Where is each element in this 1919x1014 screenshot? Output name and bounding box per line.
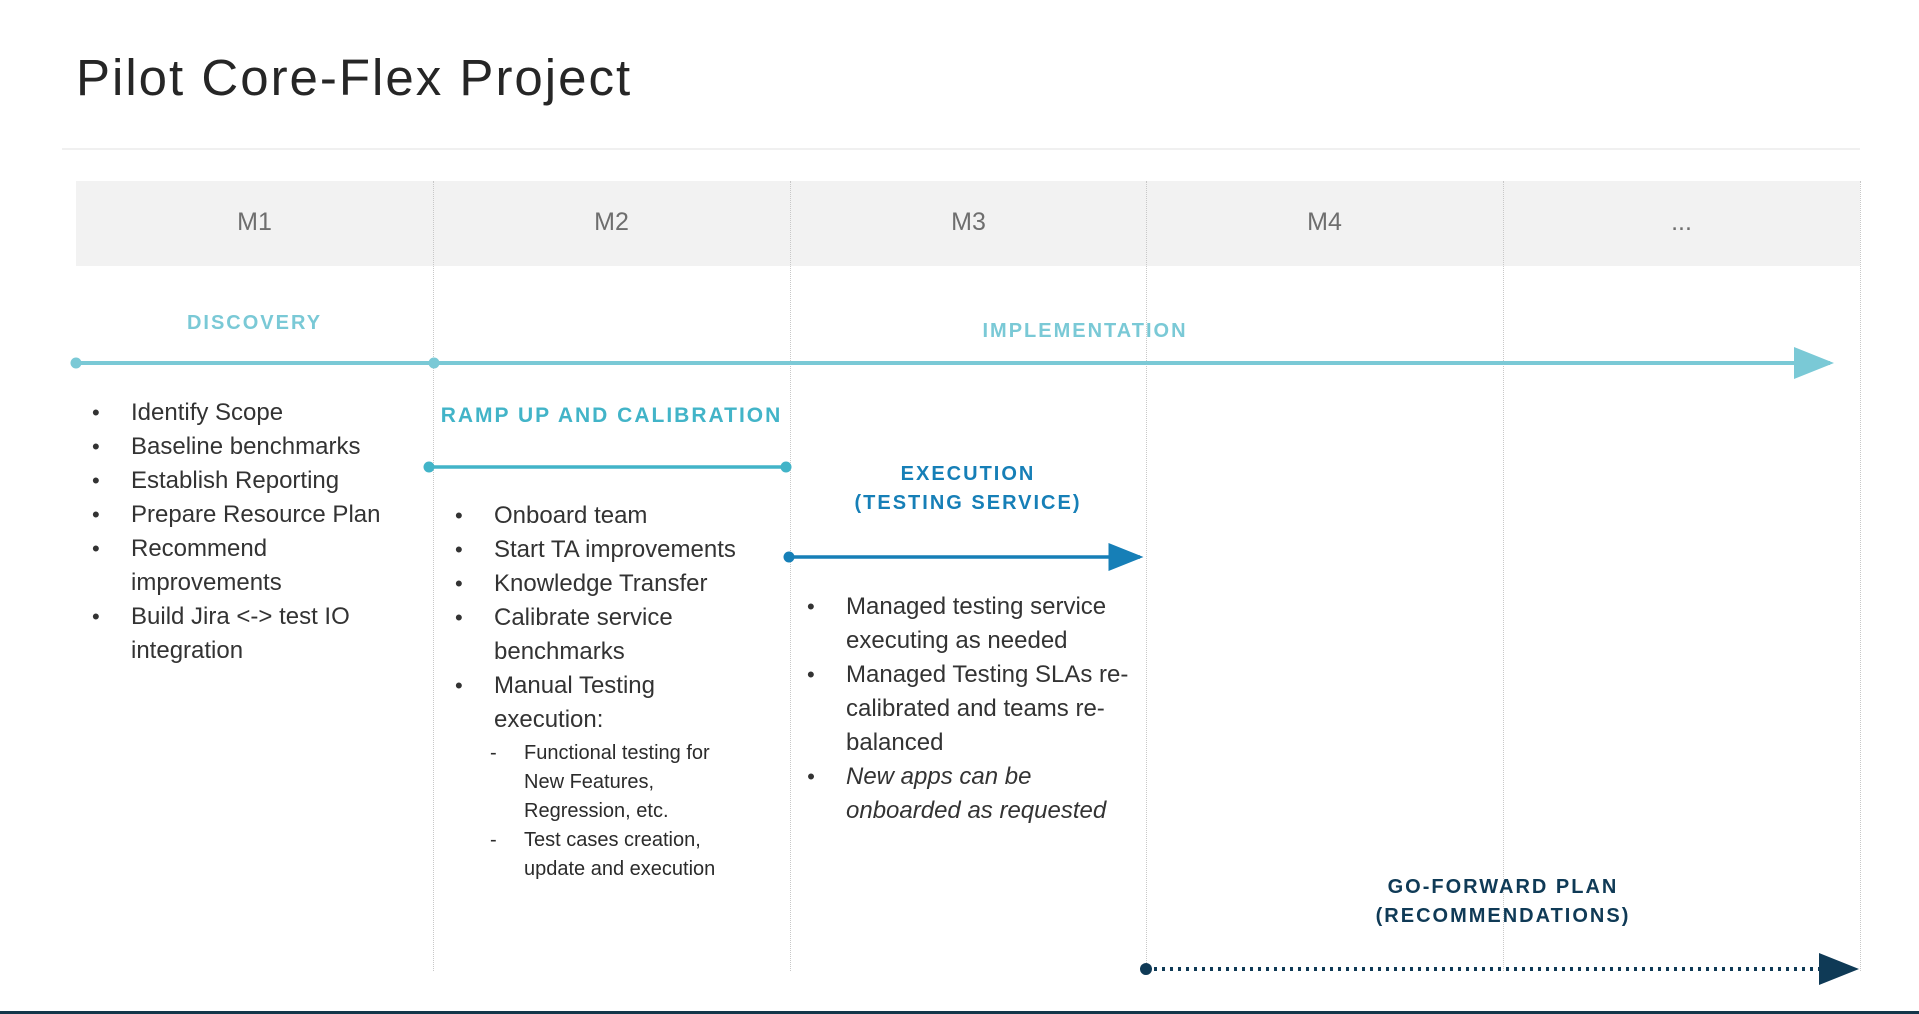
execution-task-list	[793, 590, 1133, 828]
month-label-m2: M2	[594, 208, 629, 236]
ramp-up-subtask-list	[490, 739, 740, 884]
page-title: Pilot Core-Flex Project	[76, 49, 633, 106]
ramp-up-task-list	[441, 499, 771, 737]
phase-label-ramp-up: RAMP UP AND CALIBRATION	[440, 404, 783, 427]
list-item: • Establish Reporting	[78, 464, 408, 498]
phase-label-execution	[790, 460, 1146, 518]
month-label-m3: M3	[951, 208, 986, 236]
execution-line	[784, 552, 1141, 563]
ramp-up-line	[424, 462, 792, 473]
list-item: • Managed Testing SLAs re-calibrated and teams re-balanced	[793, 658, 1133, 760]
discovery-start-dot	[71, 358, 82, 369]
month-label-m1: M1	[237, 208, 272, 236]
phase-label-discovery: DISCOVERY	[186, 312, 323, 334]
phase-label-execution-line2: (TESTING SERVICE)	[854, 492, 1082, 514]
phase-label-implementation: IMPLEMENTATION	[982, 320, 1188, 342]
month-label-m4: M4	[1307, 208, 1342, 236]
list-item: • New apps can be onboarded as requested	[793, 760, 1133, 828]
list-item: • Knowledge Transfer	[441, 567, 771, 601]
discovery-implementation-line	[71, 358, 1831, 369]
phase-label-execution-line1: EXECUTION	[900, 463, 1036, 485]
list-item: • Baseline benchmarks	[78, 430, 408, 464]
month-label-more: ...	[1671, 208, 1692, 236]
list-item: • Onboard team	[441, 499, 771, 533]
phase-label-go-forward-line1: GO-FORWARD PLAN	[1387, 876, 1619, 898]
phase-label-go-forward-line2: (RECOMMENDATIONS)	[1375, 905, 1631, 927]
sub-list-item: - Test cases creation, update and execution	[490, 826, 740, 884]
list-item: • Recommend improvements	[78, 532, 408, 600]
go-forward-line	[1140, 963, 1855, 975]
list-item: • Prepare Resource Plan	[78, 498, 408, 532]
implementation-start-dot	[429, 358, 440, 369]
list-item: • Build Jira <-> test IO integration	[78, 600, 408, 668]
discovery-task-list	[78, 396, 408, 668]
phase-label-go-forward	[1146, 873, 1860, 931]
list-item: • Managed testing service executing as needed	[793, 590, 1133, 658]
list-item: • Calibrate service benchmarks	[441, 601, 771, 669]
sub-list-item: - Functional testing for New Features, Regression, etc.	[490, 739, 740, 826]
list-item: • Start TA improvements	[441, 533, 771, 567]
ramp-up-task-block	[441, 499, 771, 884]
list-item: • Identify Scope	[78, 396, 408, 430]
list-item: • Manual Testing execution:	[441, 669, 771, 737]
